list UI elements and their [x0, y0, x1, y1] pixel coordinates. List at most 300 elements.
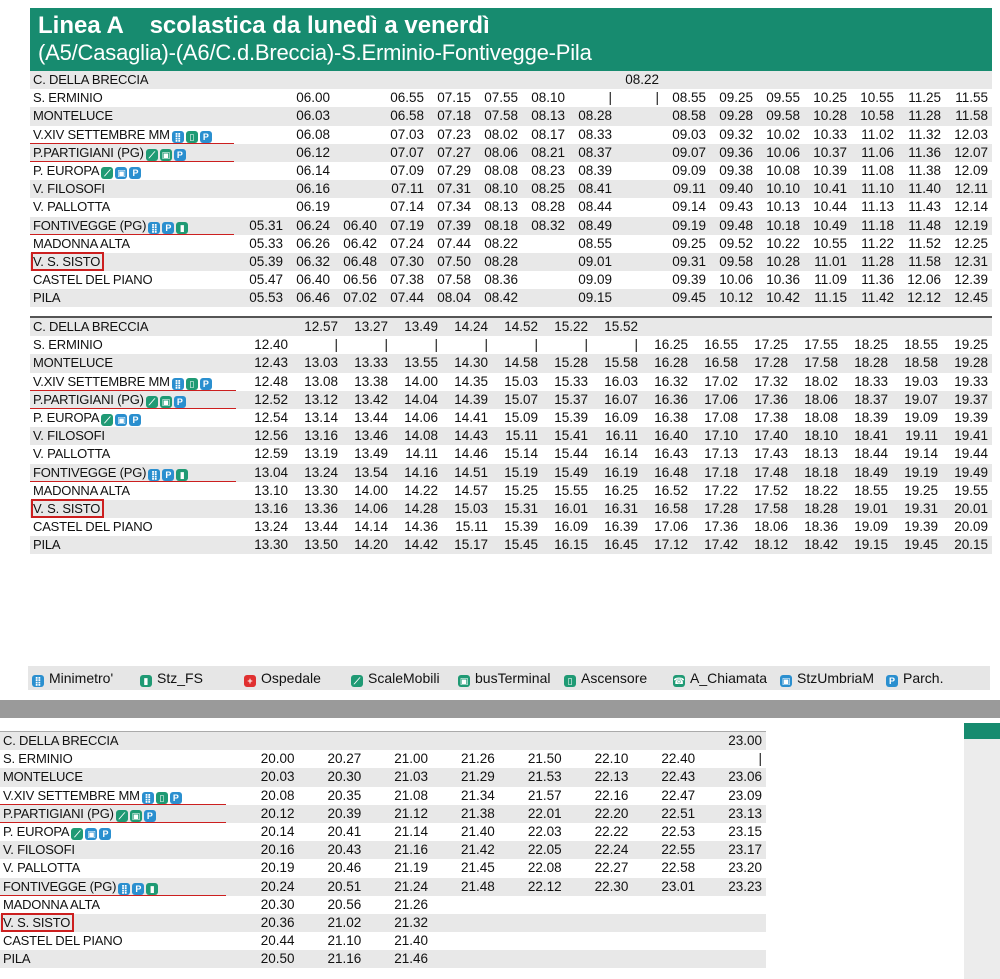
departure-time: 19.15 [842, 536, 892, 554]
train-station-icon: ▮ [176, 469, 188, 481]
departure-time: 21.14 [365, 823, 432, 841]
departure-time: 11.08 [851, 162, 898, 180]
departure-time: 07.39 [428, 217, 475, 235]
departure-time: 09.15 [569, 289, 616, 307]
departure-time: 12.57 [292, 317, 342, 336]
departure-time: 16.09 [542, 518, 592, 536]
departure-time: 22.47 [632, 787, 699, 805]
departure-time: 19.44 [942, 445, 992, 463]
departure-time: 16.15 [542, 536, 592, 554]
departure-time: 09.28 [710, 107, 757, 125]
departure-time: 12.31 [945, 253, 992, 271]
departure-time: 23.00 [699, 732, 766, 751]
departure-time [842, 317, 892, 336]
departure-time: 07.31 [428, 180, 475, 198]
departure-time: 21.32 [365, 914, 432, 932]
departure-time: 14.16 [392, 464, 442, 482]
departure-time: 20.44 [232, 932, 299, 950]
departure-time: 20.39 [298, 805, 365, 823]
departure-time: 22.16 [566, 787, 633, 805]
minimetro-icon: ⣿ [142, 792, 154, 804]
departure-time: 12.39 [945, 271, 992, 289]
departure-time: 12.03 [945, 126, 992, 144]
departure-time: 14.36 [392, 518, 442, 536]
departure-time [499, 932, 566, 950]
departure-time: 12.43 [242, 354, 292, 372]
departure-time: 14.06 [392, 409, 442, 427]
departure-time: 18.10 [792, 427, 842, 445]
side-panel [964, 739, 1000, 979]
escalator-icon: ⟋ [116, 810, 128, 822]
departure-time: 10.25 [804, 89, 851, 107]
departure-time: 20.51 [298, 878, 365, 896]
departure-time: 06.08 [287, 126, 334, 144]
departure-time [616, 289, 663, 307]
departure-time: 09.45 [663, 289, 710, 307]
departure-time: 21.16 [298, 950, 365, 968]
departure-time: 11.18 [851, 217, 898, 235]
departure-time: 09.31 [663, 253, 710, 271]
departure-time: 11.36 [851, 271, 898, 289]
departure-time: 18.02 [792, 373, 842, 391]
departure-time: 12.06 [898, 271, 945, 289]
departure-time: 22.53 [632, 823, 699, 841]
departure-time: 09.11 [663, 180, 710, 198]
minimetro-icon: ⣿ [172, 131, 184, 143]
departure-time: 15.44 [542, 445, 592, 463]
umbria-train-icon: ▣ [117, 415, 126, 426]
table-row [0, 732, 766, 751]
table-row [0, 768, 766, 786]
departure-time: 19.37 [942, 391, 992, 409]
departure-time [365, 732, 432, 751]
departure-time: 08.32 [522, 217, 569, 235]
departure-time: 19.49 [942, 464, 992, 482]
departure-time: 19.03 [892, 373, 942, 391]
departure-time: 08.55 [663, 89, 710, 107]
stop-name-c-della-breccia: C. DELLA BRECCIA [30, 317, 242, 336]
timetable-evening [0, 731, 766, 968]
departure-time: 11.36 [898, 144, 945, 162]
bus-terminal-icon: ▣ [161, 396, 170, 407]
table-row [30, 354, 992, 372]
table-row [0, 950, 766, 968]
departure-time: 11.38 [898, 162, 945, 180]
departure-time: 21.10 [298, 932, 365, 950]
departure-time: 16.07 [592, 391, 642, 409]
departure-time: 07.29 [428, 162, 475, 180]
departure-time: 11.40 [898, 180, 945, 198]
departure-time: 21.57 [499, 787, 566, 805]
table-row [30, 464, 992, 482]
departure-time: 09.40 [710, 180, 757, 198]
departure-time: 08.13 [522, 107, 569, 125]
departure-time [804, 71, 851, 89]
departure-time: 21.19 [365, 859, 432, 877]
departure-time: 16.58 [692, 354, 742, 372]
departure-time: 22.12 [499, 878, 566, 896]
departure-time: 12.12 [898, 289, 945, 307]
departure-time: 13.04 [242, 464, 292, 482]
stop-name-castel-del-piano: CASTEL DEL PIANO [0, 932, 232, 950]
departure-time: 08.25 [522, 180, 569, 198]
departure-time: 16.55 [692, 336, 742, 354]
timetable-afternoon [30, 316, 992, 554]
departure-time: 10.37 [804, 144, 851, 162]
departure-time [334, 107, 381, 125]
departure-time: 21.00 [365, 750, 432, 768]
stop-name-madonna-alta: MADONNA ALTA [0, 896, 232, 914]
legend-item: ▮ Stz_FS [140, 666, 203, 690]
departure-time [616, 144, 663, 162]
departure-time: 22.51 [632, 805, 699, 823]
departure-time: 19.39 [892, 518, 942, 536]
departure-time: 08.02 [475, 126, 522, 144]
departure-time: 12.45 [945, 289, 992, 307]
departure-time: 18.28 [842, 354, 892, 372]
departure-time: 17.55 [792, 336, 842, 354]
departure-time: 09.09 [569, 271, 616, 289]
table-row [30, 317, 992, 336]
departure-time: 12.11 [945, 180, 992, 198]
departure-time: 13.08 [292, 373, 342, 391]
escalator-icon: ⟋ [351, 675, 363, 687]
departure-time [432, 950, 499, 968]
departure-time: 13.44 [342, 409, 392, 427]
departure-time [699, 950, 766, 968]
departure-time: 07.58 [428, 271, 475, 289]
departure-time: 22.10 [566, 750, 633, 768]
departure-time: 09.48 [710, 217, 757, 235]
escalator-icon: ⟋ [101, 167, 113, 179]
departure-time: 14.41 [442, 409, 492, 427]
departure-time: 08.58 [663, 107, 710, 125]
departure-time: 12.40 [242, 336, 292, 354]
stop-name-s-erminio: S. ERMINIO [0, 750, 232, 768]
departure-time: 08.18 [475, 217, 522, 235]
table-row [30, 500, 992, 518]
parking-icon: P [162, 469, 174, 481]
departure-time: 23.01 [632, 878, 699, 896]
departure-time: 08.36 [475, 271, 522, 289]
table-row [0, 823, 766, 841]
departure-time: 16.09 [592, 409, 642, 427]
departure-time [699, 896, 766, 914]
departure-time: 14.51 [442, 464, 492, 482]
departure-time [522, 235, 569, 253]
departure-time: 22.58 [632, 859, 699, 877]
departure-time: 13.44 [292, 518, 342, 536]
departure-time [334, 71, 381, 89]
departure-time: 13.10 [242, 482, 292, 500]
departure-time: 09.25 [710, 89, 757, 107]
departure-time [616, 271, 663, 289]
departure-time: 07.09 [381, 162, 428, 180]
departure-time: 17.25 [742, 336, 792, 354]
departure-time: 09.36 [710, 144, 757, 162]
departure-time: 20.41 [298, 823, 365, 841]
departure-time [240, 144, 287, 162]
departure-time: 17.52 [742, 482, 792, 500]
departure-time: 08.13 [475, 198, 522, 216]
departure-time: 07.11 [381, 180, 428, 198]
departure-time: 18.08 [792, 409, 842, 427]
departure-time: 11.55 [945, 89, 992, 107]
table-row [30, 217, 992, 235]
elevator-icon: ▯ [186, 378, 198, 390]
legend-item: + Ospedale [244, 666, 321, 690]
departure-time: 08.17 [522, 126, 569, 144]
escalator-icon: ⟋ [146, 149, 158, 161]
stop-name-s-erminio: S. ERMINIO [30, 336, 242, 354]
departure-time [642, 317, 692, 336]
departure-time [632, 732, 699, 751]
departure-time: 14.28 [392, 500, 442, 518]
parking-icon: P [162, 222, 174, 234]
departure-time: 16.36 [642, 391, 692, 409]
departure-time: 20.01 [942, 500, 992, 518]
departure-time: 22.40 [632, 750, 699, 768]
departure-time: 22.55 [632, 841, 699, 859]
table-row [30, 536, 992, 554]
table-row [30, 427, 992, 445]
side-accent-bar [964, 723, 1000, 739]
departure-time: 06.00 [287, 89, 334, 107]
departure-time: 10.39 [804, 162, 851, 180]
stop-name-v-xiv-settembre-mm: V.XIV SETTEMBRE MM ⣿ ▯ P [30, 126, 240, 144]
departure-time: 17.13 [692, 445, 742, 463]
stop-name-p-partigiani-pg: P.PARTIGIANI (PG) ⟋ ▣ P [30, 391, 242, 409]
departure-time: 08.10 [475, 180, 522, 198]
departure-time: 18.55 [842, 482, 892, 500]
table-row [0, 750, 766, 768]
departure-time: 19.11 [892, 427, 942, 445]
stop-name-v-filosofi: V. FILOSOFI [30, 180, 240, 198]
departure-time: 21.38 [432, 805, 499, 823]
departure-time: 15.39 [492, 518, 542, 536]
escalator-icon: ⟋ [146, 396, 158, 408]
departure-time: 20.00 [232, 750, 299, 768]
departure-time: 14.00 [392, 373, 442, 391]
departure-time: 08.55 [569, 235, 616, 253]
departure-time: 08.22 [475, 235, 522, 253]
departure-time [428, 71, 475, 89]
departure-time: 06.56 [334, 271, 381, 289]
departure-time: 12.14 [945, 198, 992, 216]
departure-time: 09.39 [663, 271, 710, 289]
departure-time: 08.42 [475, 289, 522, 307]
departure-time [232, 732, 299, 751]
departure-time: 12.54 [242, 409, 292, 427]
departure-time: 17.48 [742, 464, 792, 482]
departure-time: 14.04 [392, 391, 442, 409]
departure-time: 07.19 [381, 217, 428, 235]
timetable-morning [30, 71, 992, 307]
departure-time [616, 235, 663, 253]
departure-time: 10.28 [804, 107, 851, 125]
departure-time [663, 71, 710, 89]
departure-time: 09.03 [663, 126, 710, 144]
departure-time: 06.40 [334, 217, 381, 235]
departure-time [240, 180, 287, 198]
departure-time: 18.33 [842, 373, 892, 391]
departure-time: 09.14 [663, 198, 710, 216]
departure-time: | [592, 336, 642, 354]
departure-time: 17.22 [692, 482, 742, 500]
departure-time: 21.16 [365, 841, 432, 859]
table-row [30, 71, 992, 89]
departure-time: 07.18 [428, 107, 475, 125]
departure-time: 13.49 [342, 445, 392, 463]
departure-time: 12.25 [945, 235, 992, 253]
departure-time: 23.23 [699, 878, 766, 896]
departure-time: 09.01 [569, 253, 616, 271]
departure-time: 09.09 [663, 162, 710, 180]
on-call-phone-icon: ☎ [673, 676, 685, 686]
departure-time [298, 732, 365, 751]
departure-time [240, 71, 287, 89]
train-station-icon: ▮ [146, 883, 158, 895]
departure-time: 22.03 [499, 823, 566, 841]
departure-time: 09.52 [710, 235, 757, 253]
timetable-header [30, 8, 992, 71]
departure-time [432, 914, 499, 932]
departure-time: 17.08 [692, 409, 742, 427]
train-station-icon: ▮ [140, 675, 152, 687]
train-station-icon: ▮ [176, 222, 188, 234]
departure-time [432, 732, 499, 751]
legend-item: ▯ Ascensore [564, 666, 647, 690]
departure-time: 20.27 [298, 750, 365, 768]
departure-time: 07.14 [381, 198, 428, 216]
departure-time: 16.52 [642, 482, 692, 500]
departure-time: | [292, 336, 342, 354]
departure-time: 18.58 [892, 354, 942, 372]
stop-name-v-filosofi: V. FILOSOFI [30, 427, 242, 445]
departure-time: 13.16 [292, 427, 342, 445]
departure-time: 17.38 [742, 409, 792, 427]
departure-time: 19.09 [892, 409, 942, 427]
stop-name-p-partigiani-pg: P.PARTIGIANI (PG) ⟋ ▣ P [30, 144, 240, 162]
departure-time [381, 71, 428, 89]
departure-time: 13.16 [242, 500, 292, 518]
departure-time: 18.13 [792, 445, 842, 463]
table-row [30, 107, 992, 125]
departure-time: 12.59 [242, 445, 292, 463]
stop-name-v-s-sisto: V. S. SISTO [30, 253, 240, 271]
departure-time: 10.13 [757, 198, 804, 216]
departure-time: 10.06 [757, 144, 804, 162]
stop-name-p-europa: P. EUROPA ⟋ ▣ P [30, 409, 242, 427]
departure-time: 15.37 [542, 391, 592, 409]
parking-icon: P [170, 792, 182, 804]
elevator-icon: ▯ [186, 131, 198, 143]
departure-time: 22.43 [632, 768, 699, 786]
departure-time: 21.40 [432, 823, 499, 841]
departure-time: 07.27 [428, 144, 475, 162]
departure-time: 10.28 [757, 253, 804, 271]
departure-time: 05.31 [240, 217, 287, 235]
departure-time [632, 914, 699, 932]
icon-legend [28, 666, 990, 690]
departure-time: 09.32 [710, 126, 757, 144]
departure-time: 17.58 [742, 500, 792, 518]
stop-name-v-s-sisto: V. S. SISTO [0, 914, 232, 932]
departure-time: 17.40 [742, 427, 792, 445]
departure-time: 19.25 [892, 482, 942, 500]
departure-time: 06.14 [287, 162, 334, 180]
departure-time: 15.14 [492, 445, 542, 463]
header-title-row [38, 12, 992, 39]
departure-time: 11.25 [898, 89, 945, 107]
departure-time: 22.27 [566, 859, 633, 877]
departure-time: 10.41 [804, 180, 851, 198]
departure-time: 21.42 [432, 841, 499, 859]
table-row [30, 162, 992, 180]
departure-time [240, 126, 287, 144]
departure-time [287, 71, 334, 89]
departure-time: 22.05 [499, 841, 566, 859]
departure-time: 16.25 [592, 482, 642, 500]
route-description: (A5/Casaglia)-(A6/C.d.Breccia)-S.Erminio-Fontivegge-Pila [38, 40, 592, 65]
table-row [30, 89, 992, 107]
departure-time [616, 198, 663, 216]
departure-time [566, 914, 633, 932]
table-row [0, 859, 766, 877]
departure-time: 13.03 [292, 354, 342, 372]
departure-time: 10.44 [804, 198, 851, 216]
departure-time: 17.43 [742, 445, 792, 463]
departure-time: 15.39 [542, 409, 592, 427]
departure-time: 19.55 [942, 482, 992, 500]
departure-time: 07.30 [381, 253, 428, 271]
departure-time: 09.43 [710, 198, 757, 216]
departure-time: | [569, 89, 616, 107]
stop-name-v-pallotta: V. PALLOTTA [30, 445, 242, 463]
departure-time: 16.38 [642, 409, 692, 427]
departure-time: 06.42 [334, 235, 381, 253]
departure-time [616, 126, 663, 144]
legend-item: ⟋ ScaleMobili [351, 666, 440, 690]
table-row [30, 126, 992, 144]
departure-time: 06.48 [334, 253, 381, 271]
stop-name-madonna-alta: MADONNA ALTA [30, 482, 242, 500]
departure-time: 09.58 [710, 253, 757, 271]
departure-time: 18.18 [792, 464, 842, 482]
departure-time: 07.58 [475, 107, 522, 125]
departure-time: 10.58 [851, 107, 898, 125]
departure-time: 11.22 [851, 235, 898, 253]
stop-name-p-partigiani-pg: P.PARTIGIANI (PG) ⟋ ▣ P [0, 805, 232, 823]
departure-time: 07.50 [428, 253, 475, 271]
table-row [30, 518, 992, 536]
minimetro-icon: ⣿ [172, 378, 184, 390]
stop-name-v-pallotta: V. PALLOTTA [0, 859, 232, 877]
stop-name-monteluce: MONTELUCE [30, 107, 240, 125]
departure-time: 08.21 [522, 144, 569, 162]
departure-time: 07.44 [428, 235, 475, 253]
departure-time: 08.33 [569, 126, 616, 144]
departure-time: 09.07 [663, 144, 710, 162]
departure-time: 17.32 [742, 373, 792, 391]
departure-time [566, 932, 633, 950]
departure-time: 19.19 [892, 464, 942, 482]
departure-time: 14.57 [442, 482, 492, 500]
departure-time: 10.02 [757, 126, 804, 144]
departure-time: 23.17 [699, 841, 766, 859]
departure-time: 16.14 [592, 445, 642, 463]
departure-time: 11.10 [851, 180, 898, 198]
